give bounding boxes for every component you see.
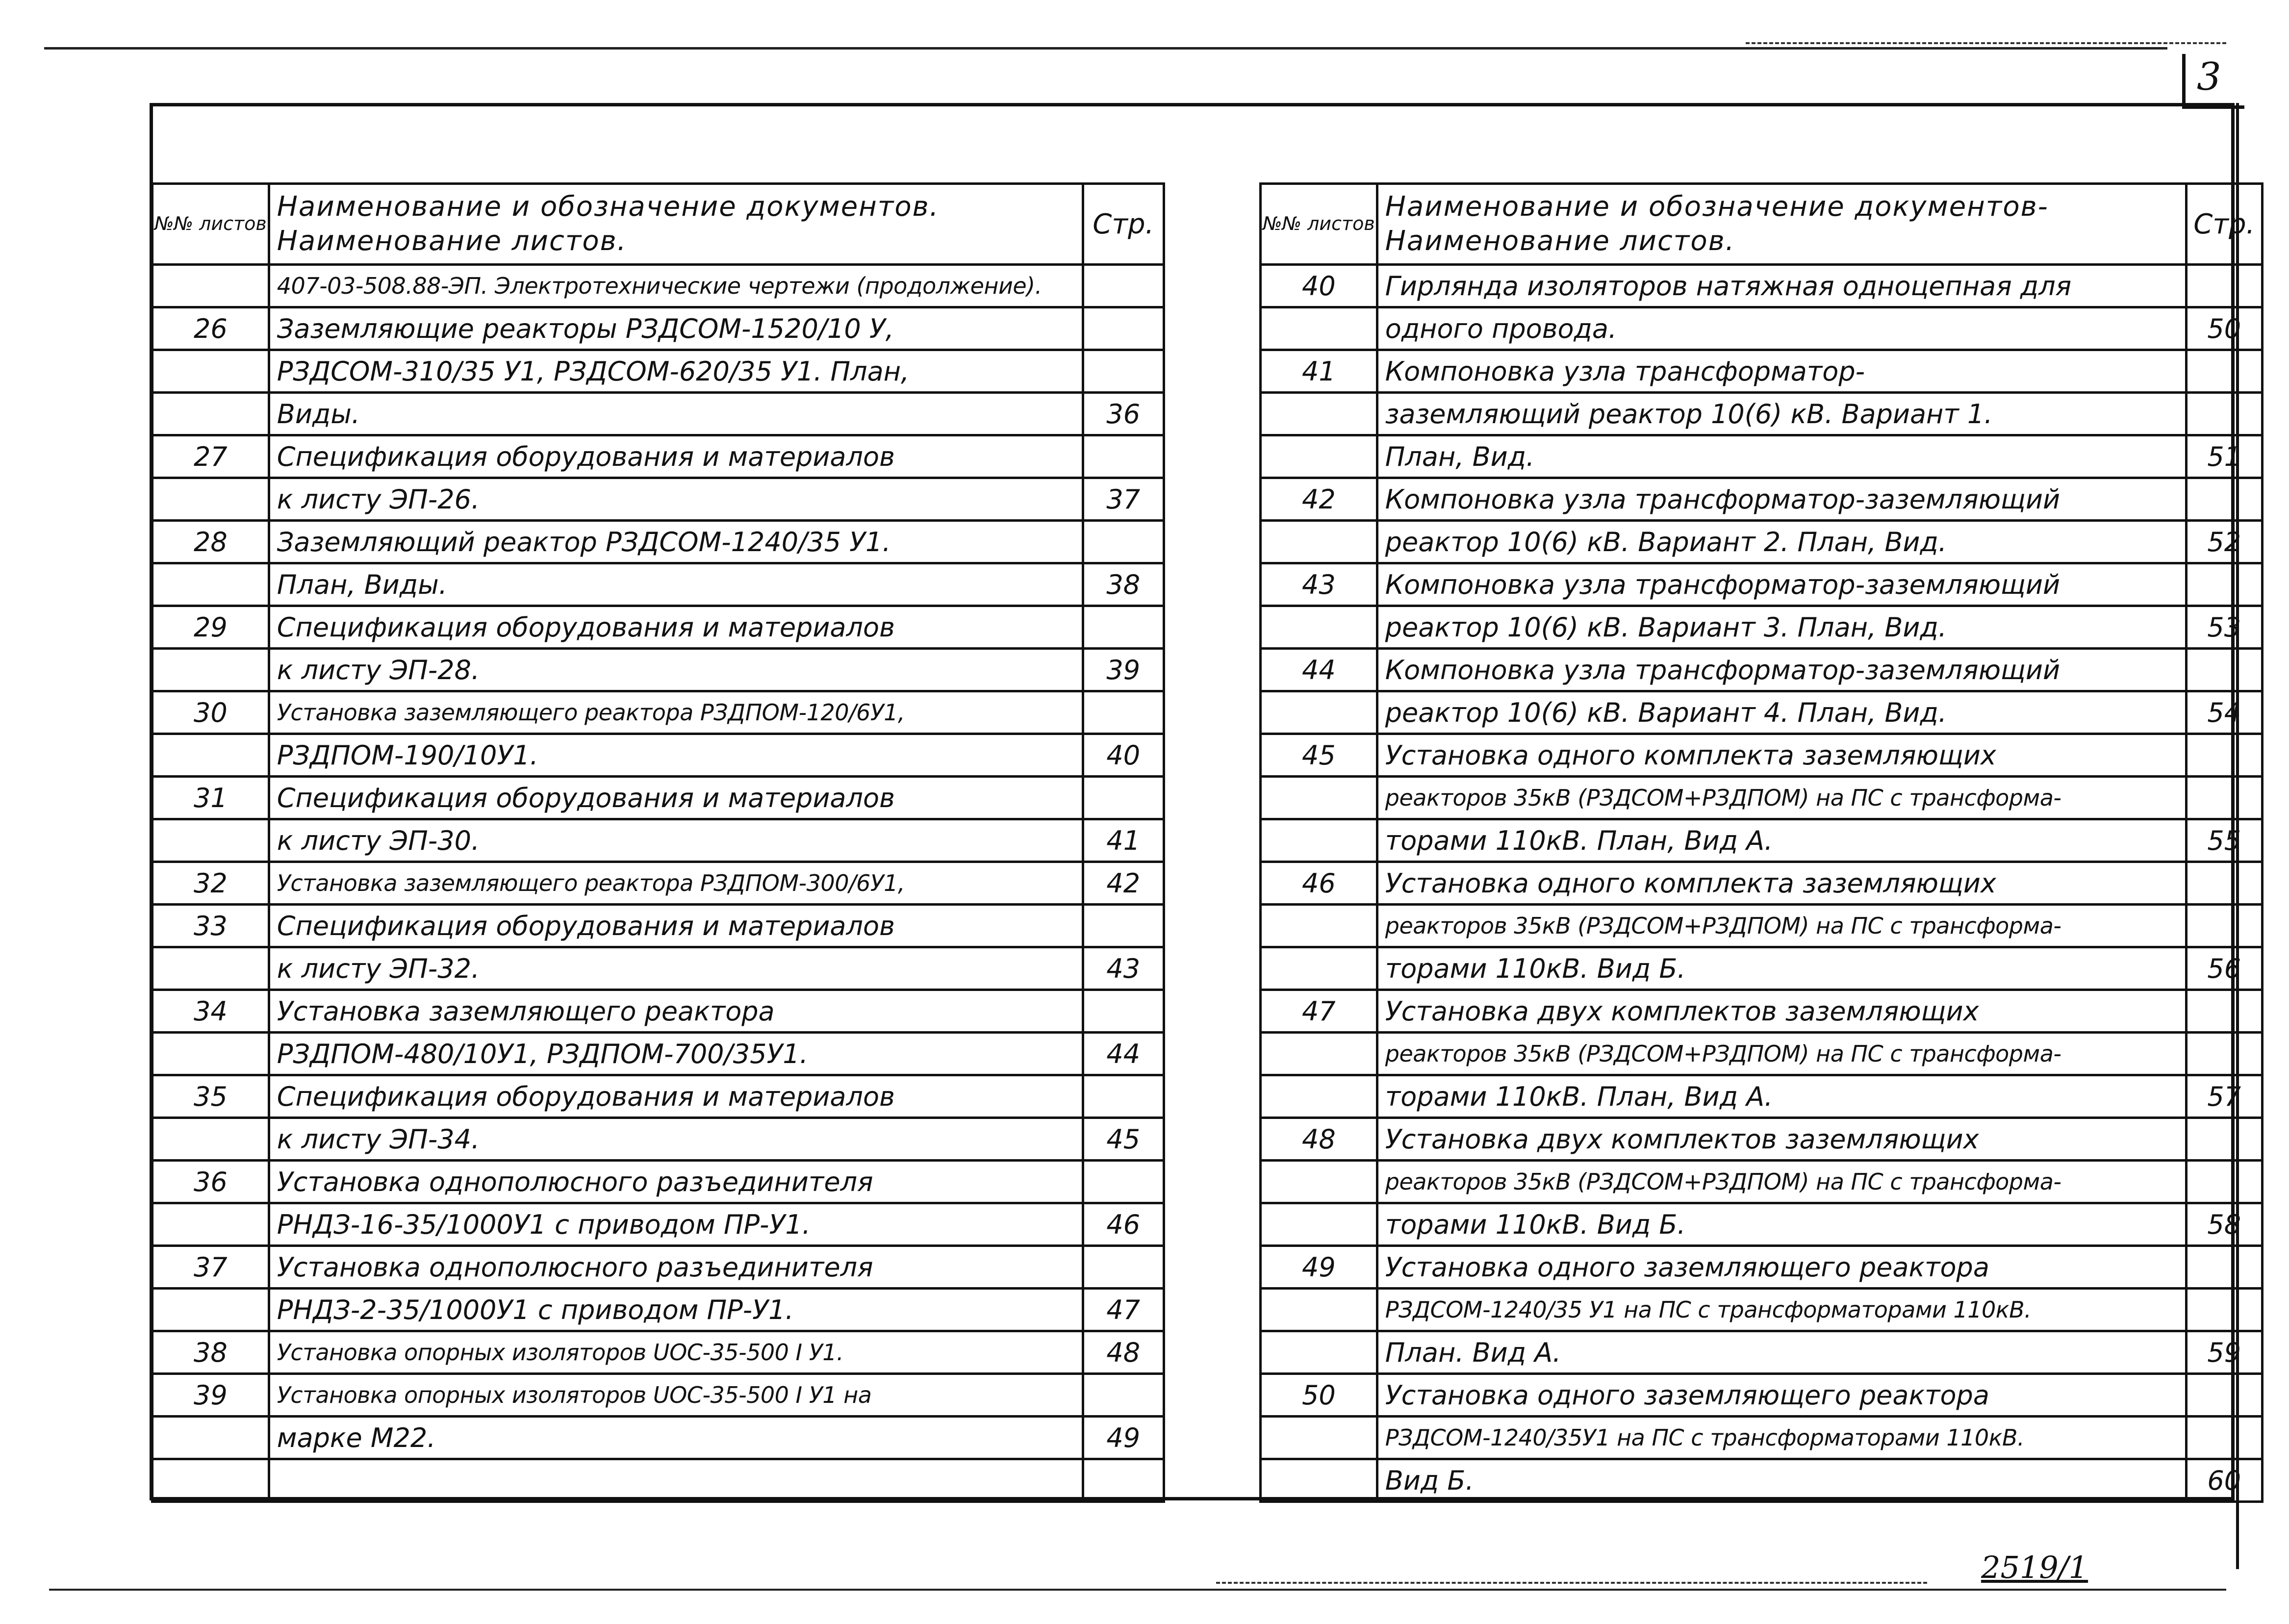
table-row: [153, 1459, 1164, 1502]
row-title: реактор 10(6) кВ. Вариант 2. План, Вид.: [1377, 521, 2186, 563]
row-page: 58: [2186, 1203, 2262, 1246]
row-sheet-number: [153, 393, 269, 435]
row-title: Установка одного заземляющего реактора: [1377, 1374, 2186, 1417]
row-sheet-number: [153, 478, 269, 521]
row-page: 37: [1083, 478, 1164, 521]
table-row: [1261, 1161, 2263, 1203]
row-title: реакторов 35кВ (РЗДСОМ+РЗДПОМ) на ПС с трансформа-: [1377, 777, 2186, 819]
table-header: [1261, 184, 2263, 265]
table-row: [1261, 1417, 2263, 1459]
row-sheet-number: 45: [1261, 734, 1377, 777]
row-page: 38: [1083, 563, 1164, 606]
row-page: 36: [1083, 393, 1164, 435]
contents-table-left: [151, 182, 1165, 1503]
row-sheet-number: [1261, 1075, 1377, 1118]
table-row: [1261, 435, 2263, 478]
top-border-line: [44, 47, 2167, 50]
row-title: [269, 1459, 1083, 1502]
row-title: Установка заземляющего реактора: [269, 990, 1083, 1033]
row-sheet-number: 35: [153, 1075, 269, 1118]
table-row: [153, 1417, 1164, 1459]
row-sheet-number: [1261, 819, 1377, 862]
row-title: Установка опорных изоляторов UОС-35-500 I У1 на: [269, 1374, 1083, 1417]
row-sheet-number: [1261, 1203, 1377, 1246]
row-title: Гирлянда изоляторов натяжная одноцепная для: [1377, 265, 2186, 307]
row-sheet-number: 31: [153, 777, 269, 819]
table-row: [1261, 521, 2263, 563]
table-row: [1261, 393, 2263, 435]
table-row: [1261, 606, 2263, 649]
row-page: 40: [1083, 734, 1164, 777]
row-title: реактор 10(6) кВ. Вариант 4. План, Вид.: [1377, 691, 2186, 734]
row-title: Вид Б.: [1377, 1459, 2186, 1502]
table-row: [1261, 734, 2263, 777]
row-page: [1083, 350, 1164, 393]
table-row: [1261, 1331, 2263, 1374]
contents-rows-left: [153, 265, 1164, 1502]
row-title: Спецификация оборудования и материалов: [269, 606, 1083, 649]
row-title: к листу ЭП-34.: [269, 1118, 1083, 1161]
table-row: [153, 734, 1164, 777]
header-title-line2: Наименование листов.: [277, 225, 627, 257]
row-title: РЗДПОМ-190/10У1.: [269, 734, 1083, 777]
header-title: [1377, 184, 2186, 265]
table-row: [1261, 265, 2263, 307]
row-title: РНДЗ-16-35/1000У1 с приводом ПР-У1.: [269, 1203, 1083, 1246]
row-sheet-number: 39: [153, 1374, 269, 1417]
row-page: [2186, 1033, 2262, 1075]
bottom-dashed-line: [1216, 1582, 1927, 1584]
row-title: одного провода.: [1377, 307, 2186, 350]
row-title: реактор 10(6) кВ. Вариант 3. План, Вид.: [1377, 606, 2186, 649]
table-row: [1261, 1118, 2263, 1161]
row-sheet-number: 32: [153, 862, 269, 905]
row-title: Установка одного комплекта заземляющих: [1377, 734, 2186, 777]
row-title: РЗДПОМ-480/10У1, РЗДПОМ-700/35У1.: [269, 1033, 1083, 1075]
row-title: Установка одного заземляющего реактора: [1377, 1246, 2186, 1289]
row-title: к листу ЭП-32.: [269, 947, 1083, 990]
row-page: [2186, 350, 2262, 393]
row-title: торами 110кВ. Вид Б.: [1377, 1203, 2186, 1246]
table-row: [1261, 478, 2263, 521]
row-sheet-number: 40: [1261, 265, 1377, 307]
row-title: Спецификация оборудования и материалов: [269, 435, 1083, 478]
table-row: [153, 265, 1164, 307]
bottom-border-line: [49, 1589, 2226, 1591]
header-sheet-number: №№ листов: [1261, 184, 1377, 265]
row-page: [2186, 990, 2262, 1033]
row-page: 39: [1083, 649, 1164, 691]
row-title: План, Виды.: [269, 563, 1083, 606]
row-page: [2186, 905, 2262, 947]
row-sheet-number: [153, 563, 269, 606]
row-page: [1083, 1459, 1164, 1502]
row-title: торами 110кВ. План, Вид А.: [1377, 1075, 2186, 1118]
header-title-line2: Наименование листов.: [1385, 225, 1735, 257]
row-page: [2186, 649, 2262, 691]
row-page: [2186, 478, 2262, 521]
row-page: [1083, 265, 1164, 307]
row-page: [2186, 1374, 2262, 1417]
row-sheet-number: [153, 1033, 269, 1075]
row-page: [2186, 1417, 2262, 1459]
row-sheet-number: 42: [1261, 478, 1377, 521]
row-title: Спецификация оборудования и материалов: [269, 777, 1083, 819]
row-title: Компоновка узла трансформатор-заземляющий: [1377, 649, 2186, 691]
row-title: Установка однополюсного разъединителя: [269, 1246, 1083, 1289]
row-title: Установка двух комплектов заземляющих: [1377, 1118, 2186, 1161]
row-page: [1083, 435, 1164, 478]
row-title: Компоновка узла трансформатор-: [1377, 350, 2186, 393]
row-page: [1083, 307, 1164, 350]
row-page: [2186, 1118, 2262, 1161]
row-sheet-number: [1261, 777, 1377, 819]
row-sheet-number: [1261, 1033, 1377, 1075]
row-page: [2186, 393, 2262, 435]
row-sheet-number: [153, 1289, 269, 1331]
row-title: к листу ЭП-26.: [269, 478, 1083, 521]
table-row: [1261, 819, 2263, 862]
row-title: марке М22.: [269, 1417, 1083, 1459]
row-sheet-number: [153, 947, 269, 990]
table-row: [1261, 350, 2263, 393]
table-row: [1261, 1246, 2263, 1289]
table-row: [153, 1331, 1164, 1374]
table-row: [153, 777, 1164, 819]
row-title: Спецификация оборудования и материалов: [269, 905, 1083, 947]
table-row: [1261, 649, 2263, 691]
row-title: реакторов 35кВ (РЗДСОМ+РЗДПОМ) на ПС с трансформа-: [1377, 1161, 2186, 1203]
row-sheet-number: [1261, 393, 1377, 435]
row-title: План, Вид.: [1377, 435, 2186, 478]
row-sheet-number: 37: [153, 1246, 269, 1289]
row-title: Спецификация оборудования и материалов: [269, 1075, 1083, 1118]
table-row: [1261, 1459, 2263, 1502]
row-sheet-number: [1261, 691, 1377, 734]
row-page: [1083, 691, 1164, 734]
row-sheet-number: [1261, 947, 1377, 990]
table-row: [1261, 777, 2263, 819]
row-page: 59: [2186, 1331, 2262, 1374]
row-title: Заземляющие реакторы РЗДСОМ-1520/10 У,: [269, 307, 1083, 350]
table-row: [153, 862, 1164, 905]
row-sheet-number: 48: [1261, 1118, 1377, 1161]
row-page: 55: [2186, 819, 2262, 862]
row-sheet-number: [153, 819, 269, 862]
row-page: 57: [2186, 1075, 2262, 1118]
header-sheet-number: №№ листов: [153, 184, 269, 265]
header-title-line1: Наименование и обозначение документов.: [277, 191, 940, 223]
row-page: 43: [1083, 947, 1164, 990]
table-row: [153, 435, 1164, 478]
row-page: 45: [1083, 1118, 1164, 1161]
row-page: [2186, 777, 2262, 819]
table-row: [1261, 1374, 2263, 1417]
table-row: [153, 1246, 1164, 1289]
table-row: [153, 1118, 1164, 1161]
table-header: [153, 184, 1164, 265]
table-row: [1261, 1203, 2263, 1246]
row-page: 53: [2186, 606, 2262, 649]
row-sheet-number: [153, 1118, 269, 1161]
row-page: 50: [2186, 307, 2262, 350]
row-page: [1083, 905, 1164, 947]
row-page: 44: [1083, 1033, 1164, 1075]
table-row: [1261, 563, 2263, 606]
row-sheet-number: 33: [153, 905, 269, 947]
row-page: 46: [1083, 1203, 1164, 1246]
row-page: [1083, 777, 1164, 819]
table-row: [153, 350, 1164, 393]
row-page: [2186, 1289, 2262, 1331]
header-page: Стр.: [2186, 184, 2262, 265]
row-sheet-number: [153, 1459, 269, 1502]
row-page: [1083, 1161, 1164, 1203]
row-page: [1083, 606, 1164, 649]
row-sheet-number: [153, 1203, 269, 1246]
table-row: [1261, 947, 2263, 990]
row-title: Установка заземляющего реактора РЗДПОМ-120/6У1,: [269, 691, 1083, 734]
row-sheet-number: 27: [153, 435, 269, 478]
row-page: 56: [2186, 947, 2262, 990]
row-title: РНДЗ-2-35/1000У1 с приводом ПР-У1.: [269, 1289, 1083, 1331]
row-page: [1083, 1075, 1164, 1118]
row-page: [2186, 862, 2262, 905]
row-sheet-number: 41: [1261, 350, 1377, 393]
row-page: [2186, 1161, 2262, 1203]
row-page: 52: [2186, 521, 2262, 563]
row-sheet-number: 36: [153, 1161, 269, 1203]
table-row: [153, 947, 1164, 990]
row-sheet-number: [1261, 1161, 1377, 1203]
row-page: 54: [2186, 691, 2262, 734]
row-title: реакторов 35кВ (РЗДСОМ+РЗДПОМ) на ПС с трансформа-: [1377, 905, 2186, 947]
row-sheet-number: [1261, 435, 1377, 478]
row-sheet-number: 46: [1261, 862, 1377, 905]
row-page: 51: [2186, 435, 2262, 478]
row-page: [2186, 563, 2262, 606]
table-row: [1261, 1033, 2263, 1075]
table-row: [1261, 691, 2263, 734]
table-row: [1261, 905, 2263, 947]
row-sheet-number: [1261, 1331, 1377, 1374]
table-row: [153, 990, 1164, 1033]
row-sheet-number: 34: [153, 990, 269, 1033]
row-page: [2186, 265, 2262, 307]
row-sheet-number: 47: [1261, 990, 1377, 1033]
row-title: РЗДСОМ-1240/35 У1 на ПС с трансформаторами 110кВ.: [1377, 1289, 2186, 1331]
row-sheet-number: 28: [153, 521, 269, 563]
table-row: [153, 1161, 1164, 1203]
row-sheet-number: [1261, 1289, 1377, 1331]
table-row: [153, 691, 1164, 734]
table-row: [1261, 990, 2263, 1033]
row-sheet-number: 49: [1261, 1246, 1377, 1289]
row-page: [1083, 521, 1164, 563]
row-title: Установка двух комплектов заземляющих: [1377, 990, 2186, 1033]
table-row: [153, 649, 1164, 691]
table-row: [153, 1374, 1164, 1417]
table-row: [153, 393, 1164, 435]
row-title: Установка одного комплекта заземляющих: [1377, 862, 2186, 905]
row-title: РЗДСОМ-1240/35У1 на ПС с трансформаторами 110кВ.: [1377, 1417, 2186, 1459]
header-title: [269, 184, 1083, 265]
row-title: Установка однополюсного разъединителя: [269, 1161, 1083, 1203]
table-row: [1261, 307, 2263, 350]
row-title: Компоновка узла трансформатор-заземляющий: [1377, 478, 2186, 521]
row-title: заземляющий реактор 10(6) кВ. Вариант 1.: [1377, 393, 2186, 435]
row-page: [1083, 1374, 1164, 1417]
row-sheet-number: [153, 265, 269, 307]
row-page: [2186, 1246, 2262, 1289]
row-sheet-number: [1261, 1459, 1377, 1502]
table-row: [1261, 1289, 2263, 1331]
table-row: [153, 819, 1164, 862]
row-title: Компоновка узла трансформатор-заземляющий: [1377, 563, 2186, 606]
table-row: [153, 1075, 1164, 1118]
table-row: [153, 1289, 1164, 1331]
row-sheet-number: 50: [1261, 1374, 1377, 1417]
table-row: [1261, 862, 2263, 905]
table-row: [153, 1203, 1164, 1246]
row-sheet-number: 43: [1261, 563, 1377, 606]
row-sheet-number: [153, 1417, 269, 1459]
table-row: [153, 905, 1164, 947]
table-row: [1261, 1075, 2263, 1118]
row-page: [1083, 1246, 1164, 1289]
row-page: 42: [1083, 862, 1164, 905]
row-sheet-number: [153, 649, 269, 691]
table-row: [153, 307, 1164, 350]
row-sheet-number: [1261, 1417, 1377, 1459]
row-page: 49: [1083, 1417, 1164, 1459]
row-title: реакторов 35кВ (РЗДСОМ+РЗДПОМ) на ПС с трансформа-: [1377, 1033, 2186, 1075]
row-title: торами 110кВ. План, Вид А.: [1377, 819, 2186, 862]
row-title: к листу ЭП-30.: [269, 819, 1083, 862]
row-sheet-number: 38: [153, 1331, 269, 1374]
row-sheet-number: [153, 734, 269, 777]
row-title: Установка опорных изоляторов UОС-35-500 I У1.: [269, 1331, 1083, 1374]
row-sheet-number: [1261, 606, 1377, 649]
row-title: Виды.: [269, 393, 1083, 435]
row-page: [1083, 990, 1164, 1033]
row-title: торами 110кВ. Вид Б.: [1377, 947, 2186, 990]
row-sheet-number: [153, 350, 269, 393]
row-title: РЗДСОМ-310/35 У1, РЗДСОМ-620/35 У1. План,: [269, 350, 1083, 393]
top-dashed-line: [1746, 42, 2226, 44]
row-sheet-number: [1261, 521, 1377, 563]
row-page: 41: [1083, 819, 1164, 862]
row-title: План. Вид А.: [1377, 1331, 2186, 1374]
row-title: Заземляющий реактор РЗДСОМ-1240/35 У1.: [269, 521, 1083, 563]
row-sheet-number: [1261, 307, 1377, 350]
row-page: 60: [2186, 1459, 2262, 1502]
table-row: [153, 563, 1164, 606]
page-number: 3: [2197, 55, 2221, 99]
row-sheet-number: 30: [153, 691, 269, 734]
header-page: Стр.: [1083, 184, 1164, 265]
table-row: [153, 1033, 1164, 1075]
table-row: [153, 521, 1164, 563]
table-row: [153, 606, 1164, 649]
row-page: [2186, 734, 2262, 777]
archive-stamp: 2519/1: [1981, 1549, 2088, 1585]
row-title: 407-03-508.88-ЭП. Электротехнические чертежи (продолжение).: [269, 265, 1083, 307]
row-title: к листу ЭП-28.: [269, 649, 1083, 691]
row-page: 48: [1083, 1331, 1164, 1374]
row-sheet-number: 29: [153, 606, 269, 649]
row-sheet-number: 26: [153, 307, 269, 350]
contents-rows-right: [1261, 265, 2263, 1502]
row-sheet-number: [1261, 905, 1377, 947]
row-sheet-number: 44: [1261, 649, 1377, 691]
table-row: [153, 478, 1164, 521]
row-page: 47: [1083, 1289, 1164, 1331]
header-title-line1: Наименование и обозначение документов-: [1385, 191, 2049, 223]
row-title: Установка заземляющего реактора РЗДПОМ-300/6У1,: [269, 862, 1083, 905]
contents-table-right: [1259, 182, 2264, 1503]
